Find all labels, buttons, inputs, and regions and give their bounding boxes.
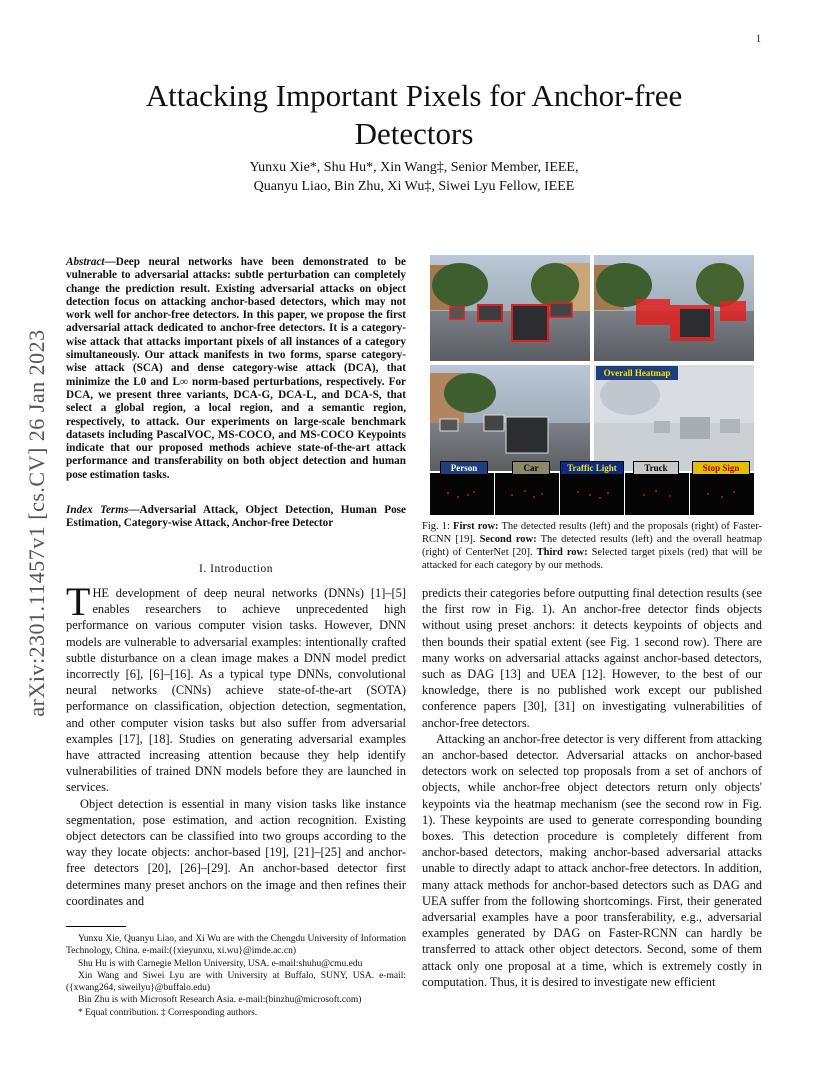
index-terms: [66, 504, 406, 531]
caption-prefix: Fig. 1:: [422, 521, 450, 532]
stop-sign-label: Stop Sign: [692, 461, 750, 475]
row2-right-overall-heatmap: [594, 365, 754, 471]
row1-right-proposals: [594, 255, 754, 361]
right-paragraph-2: Attacking an anchor-free detector is very different from attacking an anchor-based detector. Adversarial attacks on anchor-based detectors work on selected top proposals from a set of anchors of objects, while anchor-free object detectors return only objects' keypoints via the heatmap mechanism (see the second row in Fig. 1). These keypoints are used to generate corresponding bounding boxes. This detection procedure is completely different from anchor-based detectors, making anchor-based adversarial attacks unable to directly adapt to attack anchor-free detectors. In addition, many attack methods for anchor-based detectors such as DAG and UEA suffer from the following shortcomings. First, their generated adversarial examples have a poor transferability, e.g., adversarial examples generated by DAG on Faster-RCNN can hardly be transferred to attack other object detectors. Second, some of them attack only one proposal at a time, which is extremely costly in computation. Thus, it is desired to investigate new efficient: [422, 731, 762, 989]
author-list: [130, 158, 698, 196]
footnote-4: Bin Zhu is with Microsoft Research Asia. e-mail:(binzhu@microsoft.com): [78, 995, 362, 1006]
figure-1-image: [430, 255, 754, 515]
index-terms-text: —Adversarial Attack, Object Detection, Human Pose Estimation, Category-wise Attack, Anchor-free Detector: [66, 504, 406, 530]
footnote-rule: [66, 926, 126, 927]
drop-cap: T: [66, 579, 91, 624]
intro-paragraph-2: Object detection is essential in many vision tasks like instance segmentation, pose estimation, and action recognition. Existing object detectors can be classified into two groups according to the way they locate objects: anchor-based [19], [21]–[25] and anchor-free detectors [20], [26]–[29]. An anchor-based detector first determines many preset anchors on the image and then refines their coordinates and: [66, 796, 406, 908]
footnotes: [66, 926, 406, 1019]
caption-text-1: The detected results (left) and the proposals (right) of Faster-RCNN [19].: [422, 521, 762, 545]
row3-target-pixel-strips: [430, 473, 754, 515]
page-number: 1: [756, 34, 761, 45]
paper-title: [80, 77, 748, 153]
row1-left-street-scene: [430, 255, 590, 361]
figure-1-caption: [422, 520, 762, 572]
arxiv-sidebar-stamp: [22, 290, 52, 760]
intro-paragraph-1: HE development of deep neural networks (DNNs) [1]–[5] enables researchers to achieve unprecedented high performance on various computer vision tasks. However, DNN models are vulnerable to adversarial examples: intentionally crafted subtle disturbance on a clean image makes a DNN model predict incorrectly [6], [6]–[16]. As a typical type DNNs, convolutional neural networks (CNNs) achieve state-of-the-art (SOTA) performance on classification, objection detection, segmentation, and other computer vision tasks but also suffer from adversarial examples [17], [18]. Studies on generating adversarial examples have attracted increasing attention because they help identify vulnerabilities of trained DNN models before they are launched in services.: [66, 586, 406, 795]
truck-label: Truck: [633, 461, 679, 475]
footnote-1: Yunxu Xie, Quanyu Liao, and Xi Wu are with the Chengdu University of Information Technology, China. e-mail:({xieyunxu, xi.wu}@imde.ac.cn): [66, 934, 406, 957]
traffic-light-label: Traffic Light: [560, 461, 624, 475]
abstract-label: Abstract: [66, 256, 105, 268]
arxiv-id: arXiv:2301.11457v1 [cs.CV] 26 Jan 2023: [24, 329, 49, 717]
row2-left-centernet-detections: [430, 365, 590, 471]
authors-line-2: Quanyu Liao, Bin Zhu, Xi Wu‡, Siwei Lyu Fellow, IEEE: [253, 179, 575, 194]
caption-text-3: Selected target pixels (red) that will be attacked for each category by our methods.: [422, 547, 763, 571]
caption-first-row-label: First row:: [453, 521, 499, 532]
right-column-text: [422, 585, 762, 990]
person-label: Person: [440, 461, 488, 475]
index-terms-label: Index Terms: [66, 504, 129, 516]
caption-third-row-label: Third row:: [536, 547, 588, 558]
introduction-text: [66, 579, 406, 909]
title-line-2: Detectors: [354, 116, 474, 151]
authors-line-1: Yunxu Xie*, Shu Hu*, Xin Wang‡, Senior Member, IEEE,: [249, 160, 579, 175]
caption-second-row-label: Second row:: [479, 534, 537, 545]
overall-heatmap-label: Overall Heatmap: [596, 366, 678, 380]
section-heading: I. Introduction: [199, 563, 273, 575]
right-paragraph-1: predicts their categories before outputting final detection results (see the first row in Fig. 1). An anchor-free detector finds objects without using preset anchors: it detects keypoints of objects and then bounds their spatial extent (see Fig. 1 second row). There are many works on adversarial attacks against anchor-based detectors, such as DAG [13] and UEA [12]. However, to the best of our knowledge, there is no published work except our published conference papers [30], [31] on investigating vulnerabilities of anchor-free detectors.: [422, 586, 762, 730]
footnote-5: * Equal contribution. ‡ Corresponding authors.: [78, 1007, 258, 1018]
footnote-2: Shu Hu is with Carnegie Mellon University, USA. e-mail:shuhu@cmu.edu: [78, 958, 363, 969]
abstract-text: —Deep neural networks have been demonstrated to be vulnerable to adversarial attacks: subtle perturbation can completely change the prediction result. Existing adversarial attacks on object detection focus on attacking anchor-based detectors, which may not work well for anchor-free detectors. In this paper, we propose the first adversarial attack dedicated to anchor-free detectors. It is a category-wise attack that attacks important pixels of all instances of a category simultaneously. Our attack manifests in two forms, sparse category-wise attack (SCA) and dense category-wise attack (DCA), that minimize the L0 and L∞ norm-based perturbations, respectively. For DCA, we present three variants, DCA-G, DCA-L, and DCA-S, that select a global region, a local region, and a semantic region, respectively, to attack. Our experiments on large-scale benchmark datasets including PascalVOC, MS-COCO, and MS-COCO Keypoints indicate that our proposed methods achieve state-of-the-art attack performance and transferability on both object detection and human pose estimation tasks.: [66, 256, 406, 481]
caption-text-2: The detected results (left) and the overall heatmap (right) of CenterNet [20].: [422, 534, 763, 558]
car-label: Car: [512, 461, 550, 475]
title-line-1: Attacking Important Pixels for Anchor-free: [145, 78, 683, 113]
footnote-3: Xin Wang and Siwei Lyu are with University at Buffalo, SUNY, USA. e-mail:({xwang264, siweilyu}@buffalo.edu): [66, 970, 406, 994]
abstract: [66, 256, 406, 482]
figure-1: [430, 255, 754, 515]
